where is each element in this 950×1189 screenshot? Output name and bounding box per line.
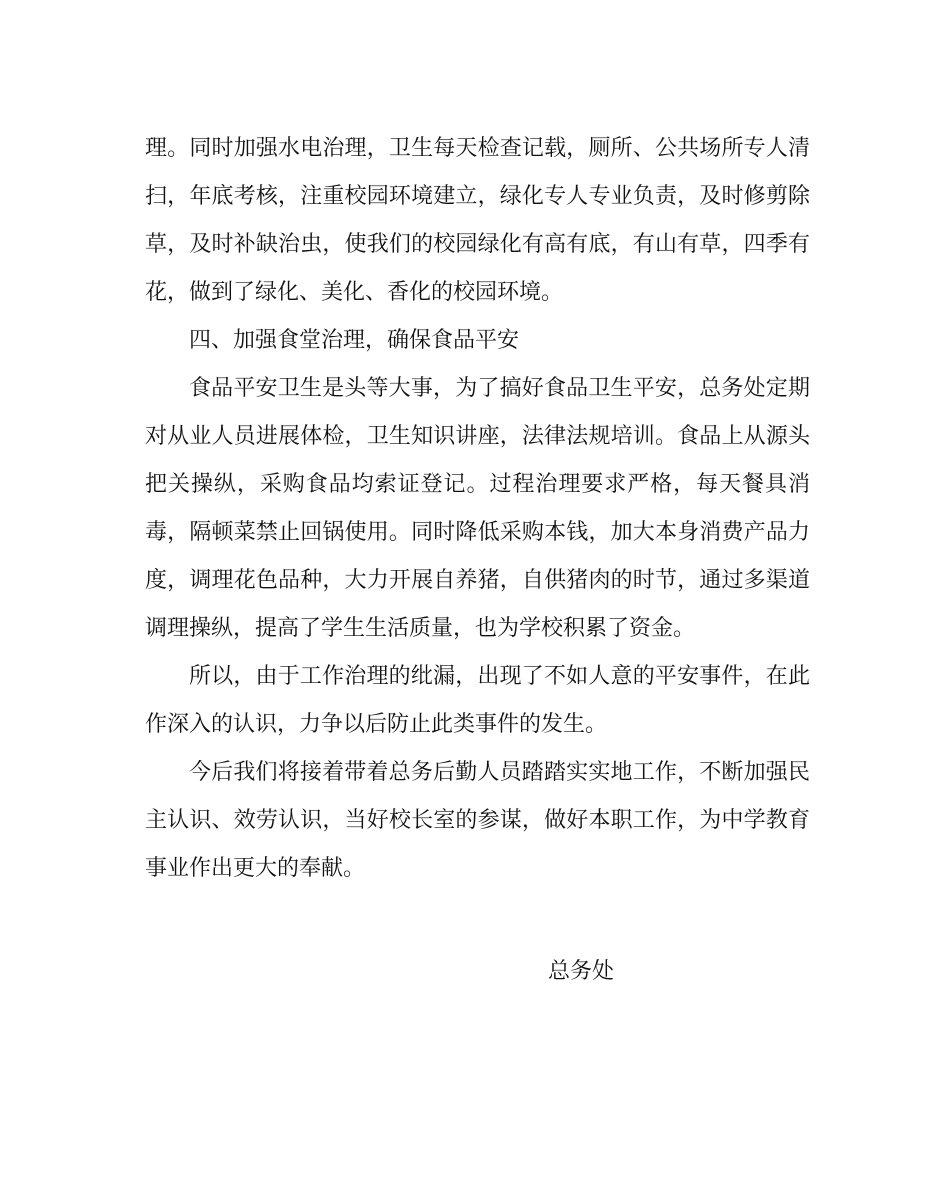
paragraph-food-safety: 食品平安卫生是头等大事，为了搞好食品卫生平安，总务处定期对从业人员进展体检，卫生知识讲座，法律法规培训。食品上从源头把关操纵，采购食品均索证登记。过程治理要求严格，每天餐具消毒，隔顿菜禁止回锅使用。同时降低采购本钱，加大本身消费产品力度，调理花色品种，大力开展自养猪，自供猪肉的时节，通过多渠道调理操纵，提高了学生生活质量，也为学校积累了资金。 <box>145 376 810 641</box>
signature: 总务处 <box>548 959 615 984</box>
paragraph-continuation: 理。同时加强水电治理，卫生每天检查记载，厕所、公共场所专人清扫，年底考核，注重校园环境建立，绿化专人专业负责，及时修剪除草，及时补缺治虫，使我们的校园绿化有高有底，有山有草，四季有花，做到了绿化、美化、香化的校园环境。 <box>145 136 810 305</box>
document-body <box>145 125 810 893</box>
paragraph-outlook: 今后我们将接着带着总务后勤人员踏踏实实地工作，不断加强民主认识、效劳认识，当好校长室的参谋，做好本职工作，为中学教育事业作出更大的奉献。 <box>145 760 810 881</box>
section-heading: 四、加强食堂治理，确保食品平安 <box>189 328 520 353</box>
paragraph-incident: 所以，由于工作治理的纰漏，出现了不如人意的平安事件，在此作深入的认识，力争以后防止此类事件的发生。 <box>145 664 810 737</box>
